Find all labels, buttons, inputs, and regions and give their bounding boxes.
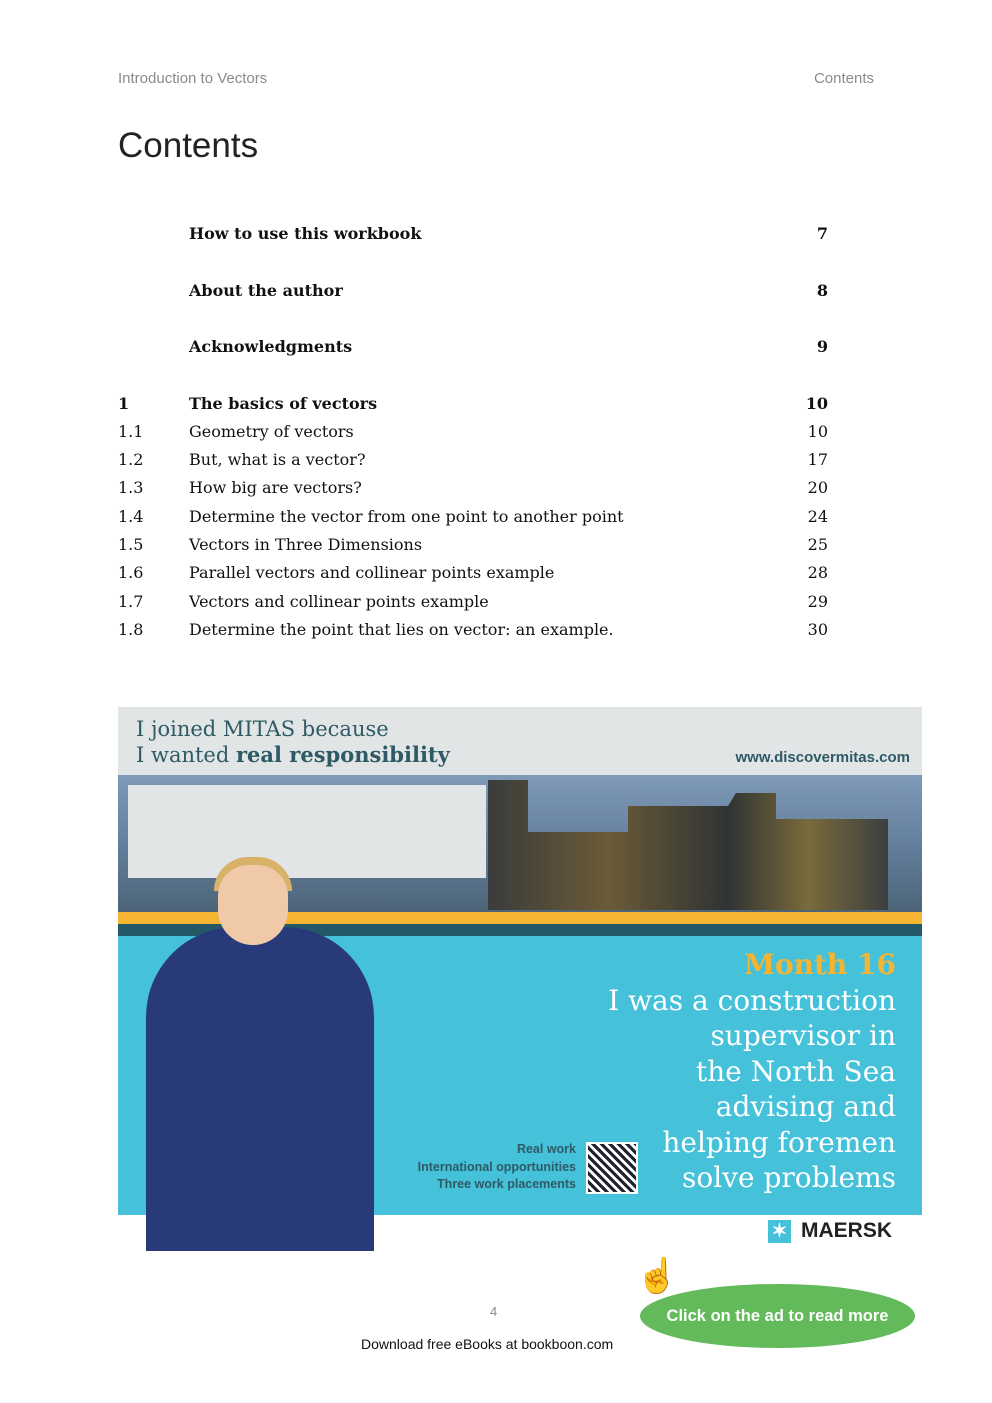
toc-entry[interactable] xyxy=(118,281,828,303)
ad-bullet: Real work xyxy=(516,1142,576,1156)
footer-text: Download free eBooks at bookboon.com xyxy=(361,1336,614,1352)
ad-story-line: the North Sea xyxy=(695,1054,896,1088)
toc-title: But, what is a vector? xyxy=(189,450,366,469)
ad-story-line: I was a construction xyxy=(608,983,896,1017)
toc-page: 10 xyxy=(805,394,828,413)
toc-page: 20 xyxy=(807,478,828,497)
toc-entry[interactable] xyxy=(118,535,828,557)
ad-month: Month 16 xyxy=(743,948,896,981)
running-header-left: Introduction to Vectors xyxy=(118,70,268,87)
toc-title: About the author xyxy=(189,281,343,300)
toc-number: 1.5 xyxy=(118,535,144,554)
toc-title: How to use this workbook xyxy=(189,224,422,243)
maersk-star-icon: ✶ xyxy=(768,1220,791,1243)
toc-entry[interactable] xyxy=(118,450,828,472)
toc-entry[interactable] xyxy=(118,507,828,529)
toc-number: 1.4 xyxy=(118,507,144,526)
ad-bullet: Three work placements xyxy=(437,1177,576,1191)
ad-url-link[interactable]: www.discovermitas.com xyxy=(735,749,910,766)
toc-entry[interactable] xyxy=(118,563,828,585)
toc-page: 7 xyxy=(816,224,828,243)
toc-number: 1.6 xyxy=(118,563,144,582)
ad-headline-line2: I wanted xyxy=(136,743,236,767)
toc-number: 1.8 xyxy=(118,620,144,639)
toc-title: The basics of vectors xyxy=(189,394,378,413)
ad-headline xyxy=(136,717,450,768)
ad-header-band xyxy=(118,707,922,775)
page-title: Contents xyxy=(118,126,259,165)
toc-entry[interactable] xyxy=(118,337,828,359)
oil-rig-image xyxy=(488,780,888,910)
ad-headline-line1: I joined MITAS because xyxy=(136,717,389,741)
toc-title: Determine the vector from one point to another point xyxy=(189,507,624,526)
running-header-right: Contents xyxy=(813,70,874,87)
toc-entry[interactable] xyxy=(118,224,828,246)
toc-page: 25 xyxy=(807,535,828,554)
read-more-button[interactable]: Click on the ad to read more xyxy=(640,1284,915,1348)
toc-page: 24 xyxy=(807,507,828,526)
toc-entry[interactable] xyxy=(118,620,828,642)
toc-title: Determine the point that lies on vector: an example. xyxy=(189,620,614,639)
woman-photo xyxy=(146,927,374,1251)
toc-number: 1 xyxy=(118,394,130,413)
ad-headline-emphasis: real responsibility xyxy=(235,742,450,767)
toc-number: 1.3 xyxy=(118,478,144,497)
toc-page: 9 xyxy=(816,337,828,356)
toc-entry[interactable] xyxy=(118,394,828,416)
ad-story xyxy=(608,947,896,1196)
toc-title: Geometry of vectors xyxy=(189,422,354,441)
toc-page: 17 xyxy=(807,450,828,469)
qr-code-icon[interactable] xyxy=(586,1142,638,1194)
toc-title: Acknowledgments xyxy=(189,337,353,356)
toc-number: 1.7 xyxy=(118,592,144,611)
toc-page: 30 xyxy=(807,620,828,639)
pointing-hand-icon: ☝ xyxy=(636,1257,679,1295)
toc-title: How big are vectors? xyxy=(189,478,362,497)
ad-story-line: helping foremen xyxy=(662,1125,896,1159)
toc-number: 1.1 xyxy=(118,422,144,441)
ad-story-line: solve problems xyxy=(681,1161,896,1194)
ad-bullet: International opportunities xyxy=(417,1159,576,1174)
blank-panel xyxy=(128,785,486,878)
maersk-wordmark: MAERSK xyxy=(801,1219,893,1242)
toc-page: 8 xyxy=(816,281,828,300)
ad-bullets xyxy=(418,1141,576,1194)
toc-number: 1.2 xyxy=(118,450,144,469)
woman-face xyxy=(218,865,288,945)
toc-page: 28 xyxy=(807,563,828,582)
toc-page: 29 xyxy=(807,592,828,611)
toc-title: Vectors in Three Dimensions xyxy=(189,535,423,554)
advertisement[interactable] xyxy=(118,707,922,1242)
ad-story-line: advising and xyxy=(715,1090,896,1123)
toc-title: Parallel vectors and collinear points example xyxy=(189,563,555,582)
page-number: 4 xyxy=(490,1304,498,1319)
maersk-logo xyxy=(768,1219,892,1243)
ad-story-line: supervisor in xyxy=(710,1019,896,1052)
toc-entry[interactable] xyxy=(118,478,828,500)
toc-page: 10 xyxy=(807,422,828,441)
toc-entry[interactable] xyxy=(118,592,828,614)
toc-entry[interactable] xyxy=(118,422,828,444)
toc-title: Vectors and collinear points example xyxy=(189,592,489,611)
